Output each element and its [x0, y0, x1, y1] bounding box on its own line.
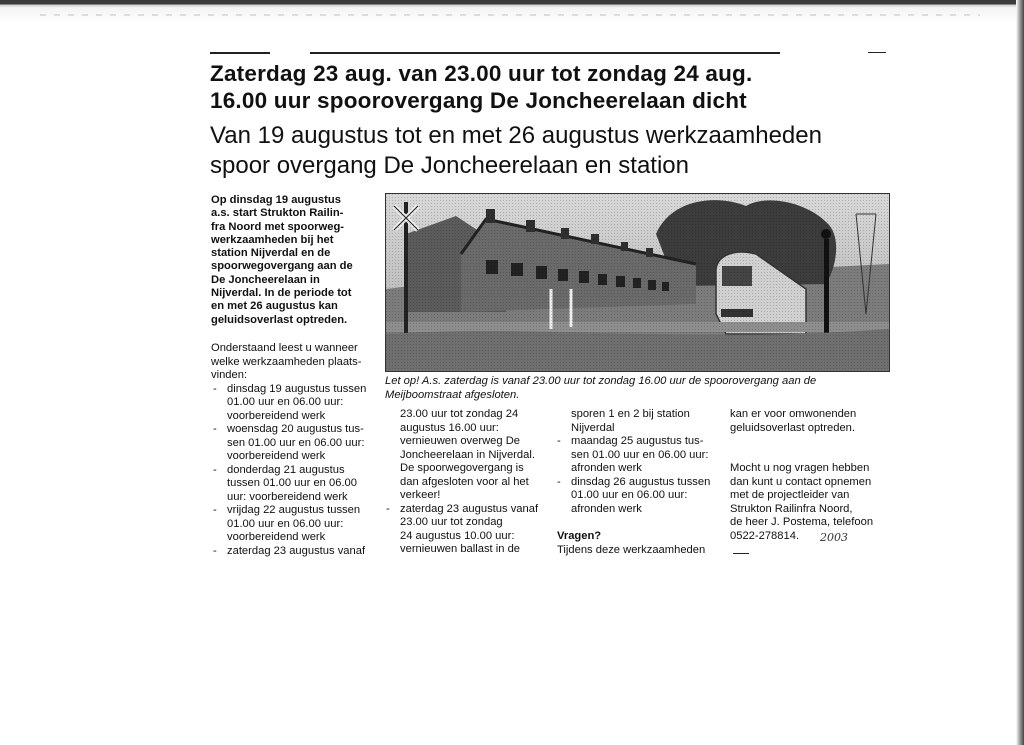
cont-line: dan afgesloten voor al het	[400, 475, 529, 488]
item-line: voorbereidend werk	[227, 531, 326, 543]
intro-line: a.s. start Strukton Railin-	[211, 207, 344, 220]
intro-line: De Joncheerelaan in	[211, 273, 320, 286]
cont-line: verkeer!	[400, 489, 441, 501]
schedule-item	[211, 383, 381, 424]
item-line: vrijdag 22 augustus tussen	[227, 504, 361, 516]
cont-line: Nijverdal	[571, 421, 615, 434]
column-2	[384, 408, 554, 557]
subheadline-line-2: spoor overgang De Joncheerelaan en station	[210, 152, 689, 179]
schedule-item	[211, 545, 381, 559]
schedule-list	[555, 435, 730, 516]
schedule-lead	[211, 342, 381, 383]
item-line: 23.00 uur tot zondag	[400, 516, 503, 528]
noise-line: kan er voor omwonenden	[730, 408, 857, 420]
intro-line: werkzaamheden bij het	[211, 233, 334, 246]
item-line: 01.00 uur en 06.00 uur:	[227, 396, 344, 408]
item-line: voorbereidend werk	[227, 450, 326, 462]
item-line: vernieuwen ballast in de	[400, 543, 521, 555]
item-line: zaterdag 23 augustus vanaf	[400, 502, 539, 515]
scan-edge-top	[0, 0, 1024, 24]
item-line: 01.00 uur en 06.00 uur:	[571, 489, 688, 501]
item-line: afronden werk	[571, 462, 642, 474]
column-1	[211, 342, 381, 558]
headline	[210, 60, 890, 114]
cont-line: De spoorwegovergang is	[400, 462, 524, 474]
caption-line-2: Meijboomstraat afgesloten.	[385, 388, 520, 401]
lead-line: vinden:	[211, 369, 248, 381]
top-rule-right	[868, 52, 886, 53]
item-line: woensdag 20 augustus tus-	[227, 423, 364, 435]
lead-line: welke werkzaamheden plaats-	[211, 355, 362, 368]
cont-line: 23.00 uur tot zondag 24	[400, 408, 519, 420]
contact-line: Mocht u nog vragen hebben	[730, 462, 870, 474]
intro-paragraph	[211, 194, 373, 327]
item-line: dinsdag 26 augustus tussen	[571, 475, 711, 488]
item-line: dinsdag 19 augustus tussen	[227, 382, 367, 395]
questions-text	[555, 544, 730, 558]
questions-subhead: Vragen?	[557, 530, 602, 542]
item-line: tussen 01.00 uur en 06.00	[227, 477, 358, 489]
item-line: 01.00 uur en 06.00 uur:	[227, 517, 344, 530]
intro-line: Nijverdal. In de periode tot	[211, 287, 352, 300]
subheadline	[210, 121, 890, 181]
contact-paragraph	[730, 462, 895, 543]
column-4	[730, 408, 895, 543]
item-line: afronden werk	[571, 502, 642, 515]
top-rule-left	[210, 52, 270, 54]
noise-line: geluidsoverlast optreden.	[730, 421, 856, 434]
handwritten-year-note: 2003	[820, 531, 848, 544]
item-line: maandag 25 augustus tus-	[571, 435, 704, 447]
subheadline-line-1: Van 19 augustus tot en met 26 augustus werkzaamheden	[210, 122, 822, 149]
schedule-item	[384, 503, 554, 557]
item-line: 24 augustus 10.00 uur:	[400, 529, 515, 542]
schedule-item	[211, 504, 381, 545]
headline-line-2: 16.00 uur spoorovergang De Joncheerelaan dicht	[210, 88, 747, 113]
cont-line: sporen 1 en 2 bij station	[571, 408, 690, 420]
schedule-item	[555, 476, 730, 517]
contact-line: 0522-278814.	[730, 529, 800, 542]
schedule-list	[384, 503, 554, 557]
item-line: zaterdag 23 augustus vanaf	[227, 544, 366, 557]
item-line: sen 01.00 uur en 06.00 uur:	[571, 448, 709, 461]
contact-line: dan kunt u contact opnemen	[730, 475, 872, 488]
railway-crossing-photo	[385, 193, 890, 372]
schedule-item	[555, 435, 730, 476]
schedule-continuation	[384, 408, 554, 503]
top-rule-center	[310, 52, 780, 54]
intro-line: Op dinsdag 19 augustus	[211, 194, 341, 206]
intro-line: en met 26 augustus kan	[211, 300, 338, 313]
cont-line: Joncheerelaan in Nijverdal.	[400, 448, 535, 461]
intro-line: geluidsoverlast optreden.	[211, 313, 348, 326]
contact-line: de heer J. Postema, telefoon	[730, 516, 874, 528]
schedule-list	[211, 383, 381, 559]
item-line: sen 01.00 uur en 06.00 uur:	[227, 436, 365, 449]
photo-caption	[385, 375, 885, 402]
caption-line-1: Let op! A.s. zaterdag is vanaf 23.00 uur tot zondag 16.00 uur de spoorovergang aan de	[385, 375, 817, 387]
intro-line: station Nijverdal en de	[211, 247, 331, 260]
questions-line: Tijdens deze werkzaamheden	[557, 543, 706, 556]
item-line: uur: voorbereidend werk	[227, 490, 348, 503]
column-3	[555, 408, 730, 557]
intro-line: fra Noord met spoorweg-	[211, 220, 345, 233]
schedule-continuation	[555, 408, 730, 435]
contact-line: Strukton Railinfra Noord,	[730, 502, 853, 515]
schedule-item	[211, 464, 381, 505]
item-line: donderdag 21 augustus	[227, 463, 345, 476]
headline-line-1: Zaterdag 23 aug. van 23.00 uur tot zondag 24 aug.	[210, 61, 753, 86]
cont-line: augustus 16.00 uur:	[400, 421, 499, 434]
lead-line: Onderstaand leest u wanneer	[211, 342, 358, 354]
schedule-item	[211, 423, 381, 464]
item-line: voorbereidend werk	[227, 409, 326, 422]
scan-edge-right	[1016, 0, 1024, 745]
intro-line: spoorwegovergang aan de	[211, 260, 353, 273]
cont-line: vernieuwen overweg De	[400, 435, 521, 447]
contact-line: met de projectleider van	[730, 489, 850, 501]
end-mark	[733, 553, 749, 554]
photo-illustration	[386, 194, 889, 371]
noise-paragraph	[730, 408, 895, 435]
